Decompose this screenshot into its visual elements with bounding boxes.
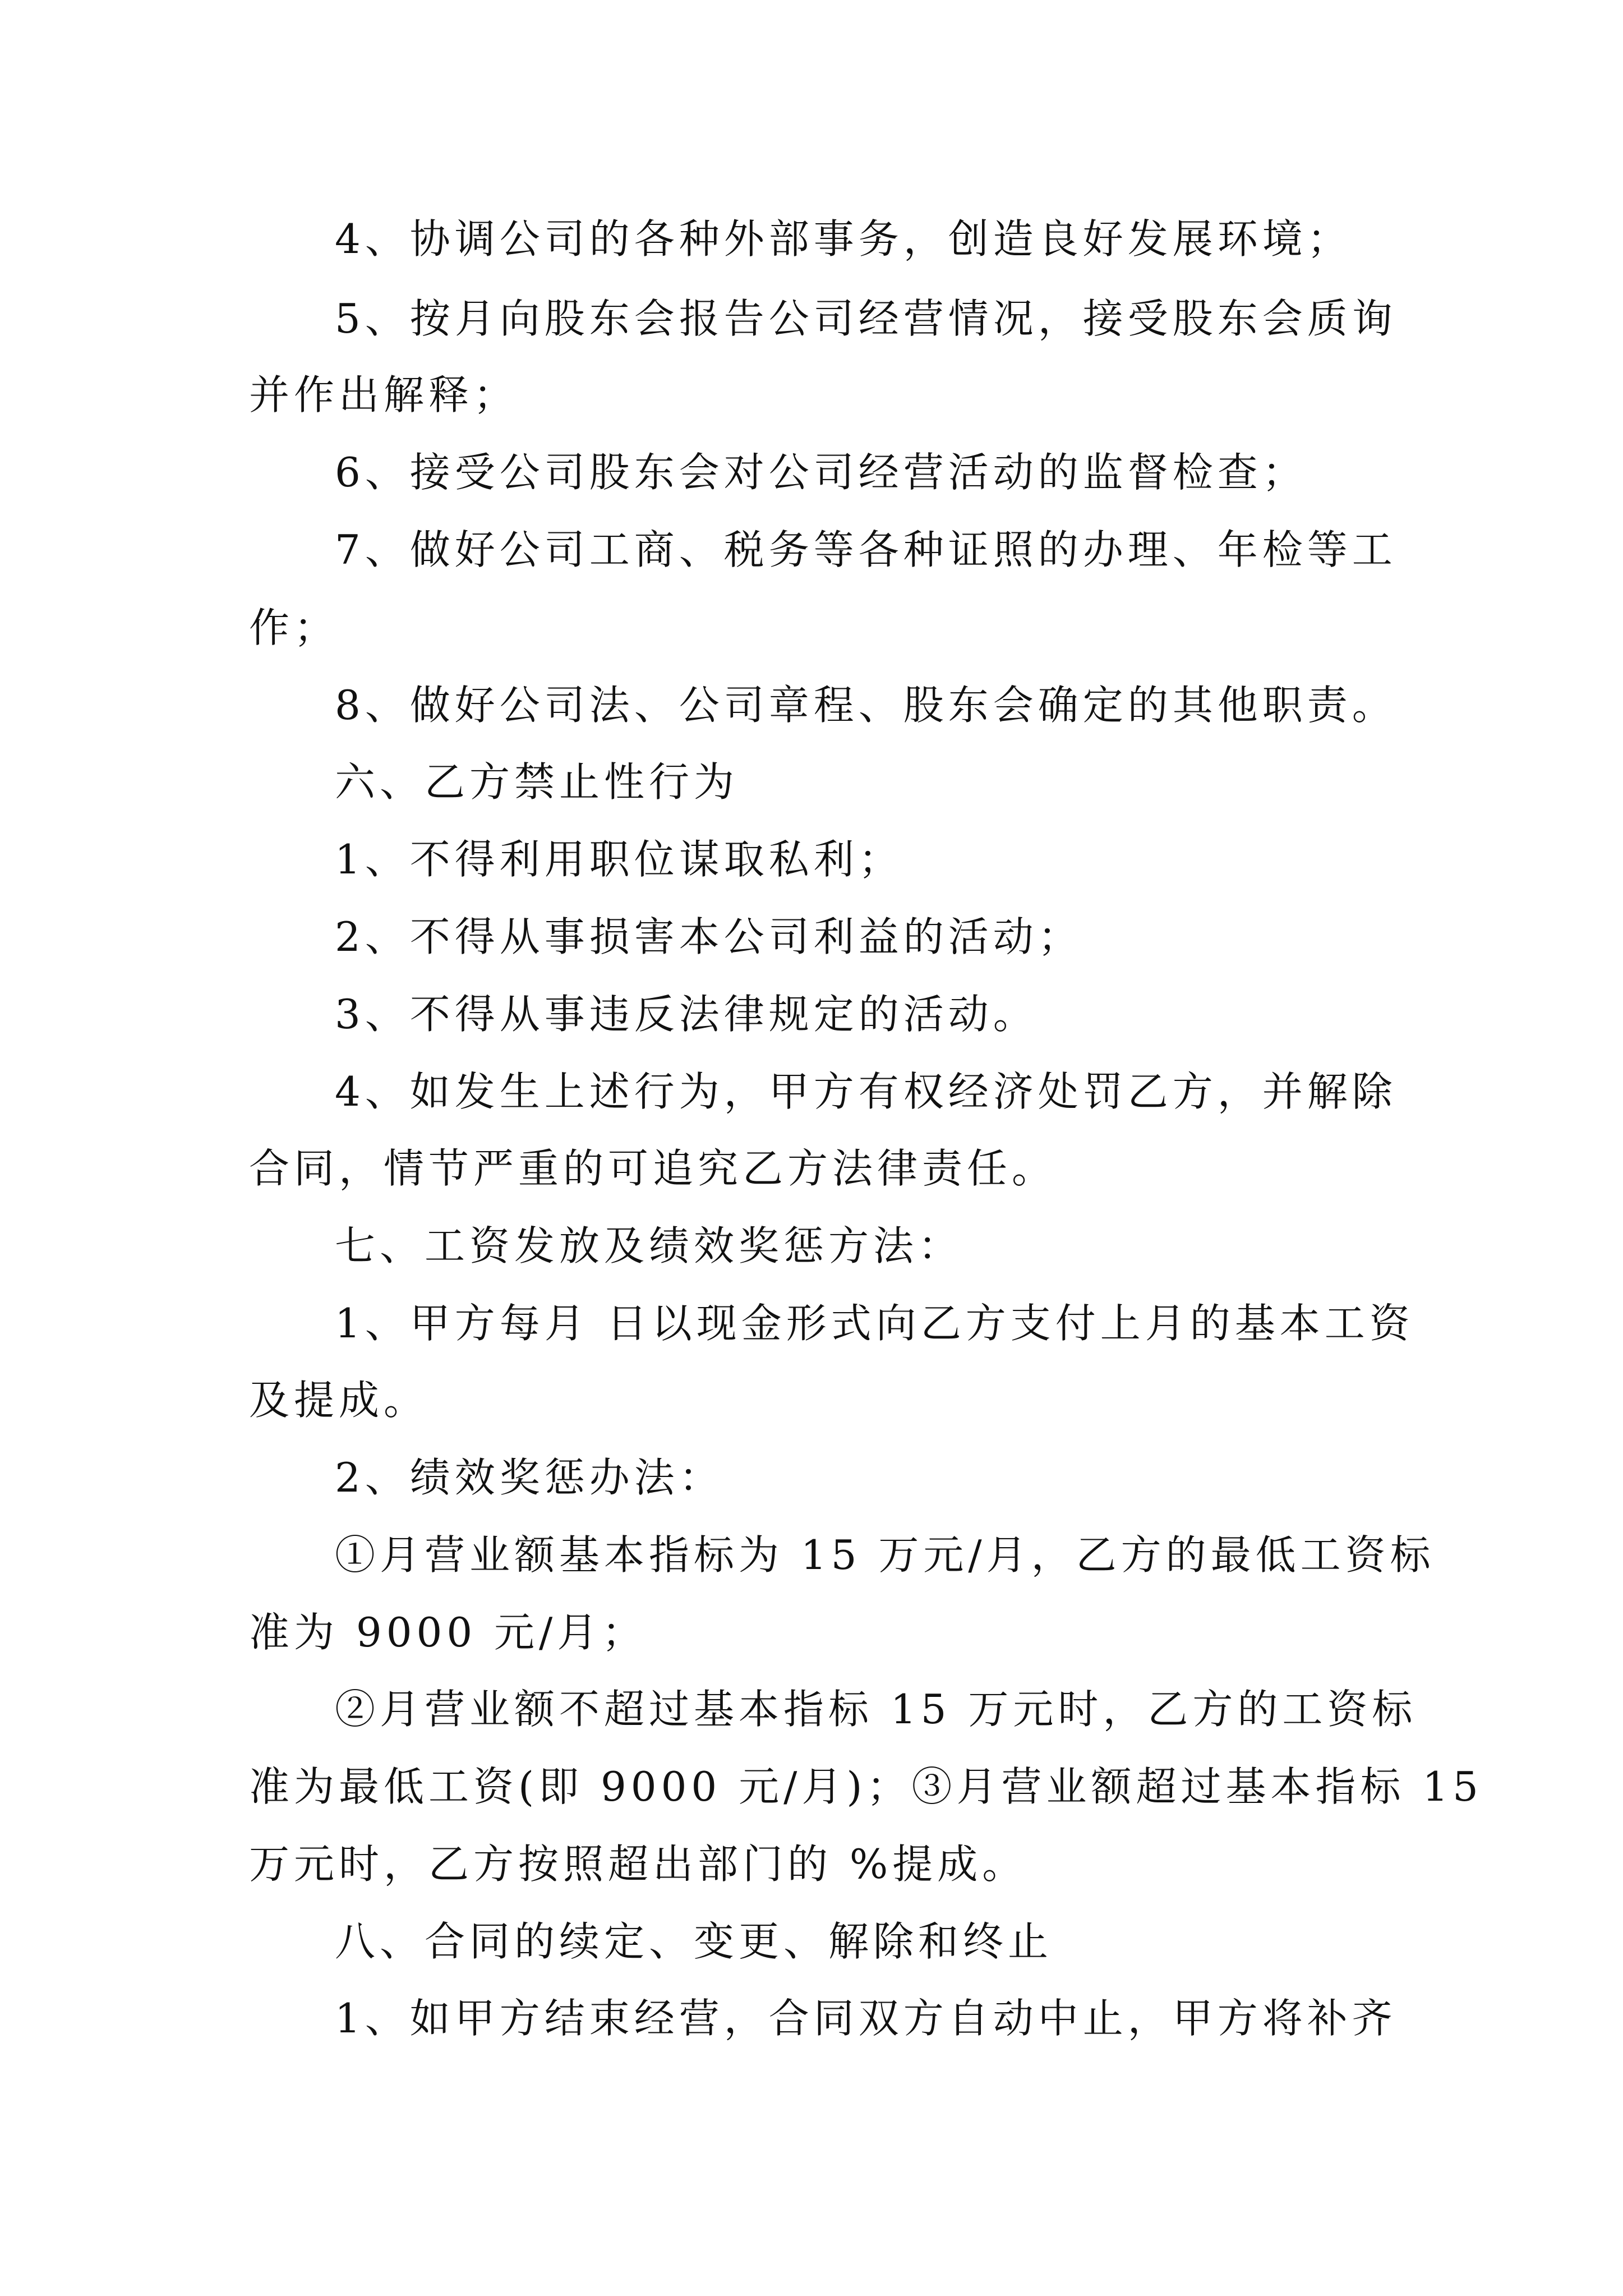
text-line-11: 3、不得从事违反法律规定的活动。 [335,991,1038,1038]
text-line-10: 2、不得从事损害本公司利益的活动； [335,913,1083,960]
text-line-19: 准为 9000 元/月； [249,1609,647,1656]
text-line-1: 4、协调公司的各种外部事务，创造良好发展环境； [335,215,1352,263]
text-line-9: 1、不得利用职位谋取私利； [335,836,903,883]
text-line-18: ①月营业额基本指标为 15 万元/月，乙方的最低工资标 [335,1531,1435,1579]
text-line-17: 2、绩效奖惩办法： [335,1454,724,1501]
section-heading-6: 六、乙方禁止性行为 [335,758,739,806]
text-line-24: 1、如甲方结束经营，合同双方自动中止，甲方将补齐 [335,1995,1397,2042]
text-line-20: ②月营业额不超过基本指标 15 万元时，乙方的工资标 [335,1686,1417,1733]
text-line-21: 准为最低工资(即 9000 元/月)；③月营业额超过基本指标 15 [249,1763,1483,1810]
text-line-7: 8、做好公司法、公司章程、股东会确定的其他职责。 [335,682,1397,729]
text-line-5: 7、做好公司工商、税务等各种证照的办理、年检等工 [335,526,1397,573]
text-line-12: 4、如发生上述行为，甲方有权经济处罚乙方，并解除 [335,1068,1397,1115]
text-line-15: 1、甲方每月 日以现金形式向乙方支付上月的基本工资 [335,1300,1414,1347]
text-line-3: 并作出解释； [249,371,519,418]
text-line-2: 5、按月向股东会报告公司经营情况，接受股东会质询 [335,295,1397,342]
text-line-13: 合同，情节严重的可追究乙方法律责任。 [249,1145,1057,1192]
section-heading-7: 七、工资发放及绩效奖惩方法： [335,1222,963,1269]
text-line-16: 及提成。 [249,1377,429,1424]
text-line-22: 万元时，乙方按照超出部门的 %提成。 [249,1841,1027,1888]
text-line-4: 6、接受公司股东会对公司经营活动的监督检查； [335,449,1307,496]
section-heading-8: 八、合同的续定、变更、解除和终止 [335,1918,1053,1965]
text-line-6: 作； [249,604,339,651]
